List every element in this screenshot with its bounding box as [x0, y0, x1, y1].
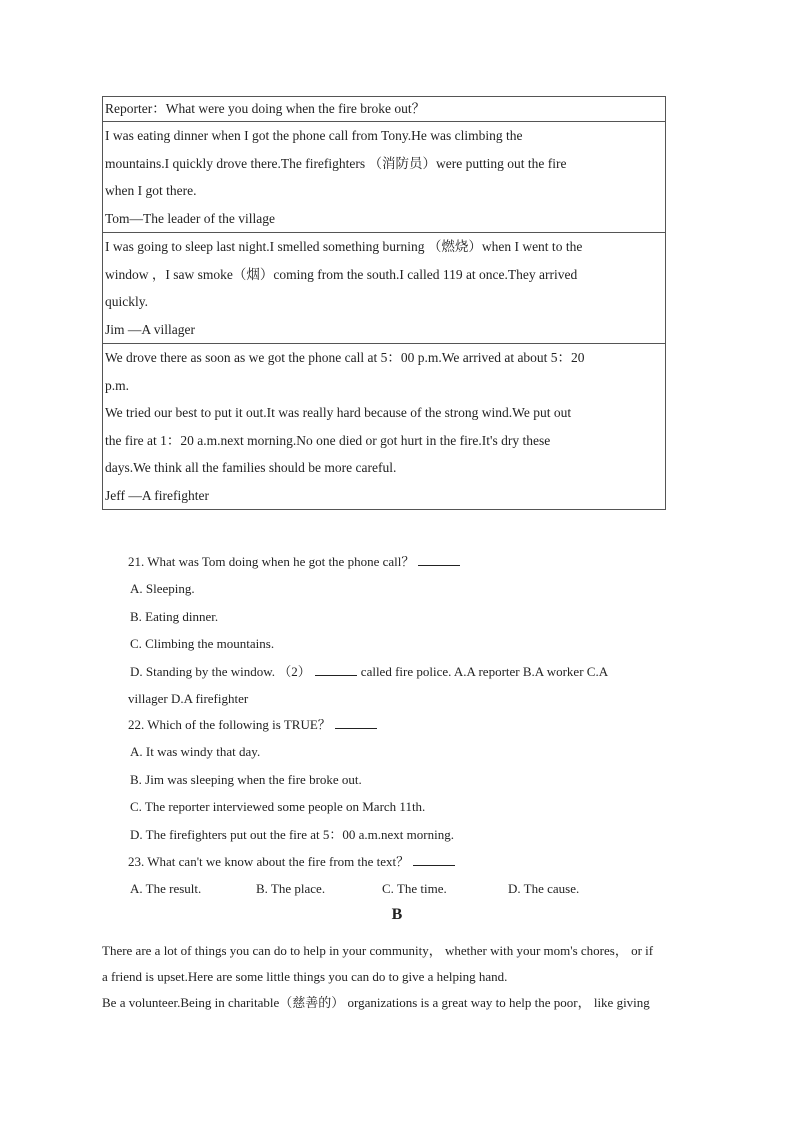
answer-blank[interactable] [315, 665, 357, 676]
question-21-text: 21. What was Tom doing when he got the phone call？ [128, 554, 415, 569]
option-d-continued: called fire police. A.A reporter B.A worker C.A [360, 663, 609, 679]
jim-statement-cell [103, 233, 666, 344]
jeff-line: p.m. [105, 377, 130, 393]
table-row-reporter [103, 97, 666, 122]
option-d-line2: villager D.A firefighter [128, 691, 249, 707]
jeff-line: days.We think all the families should be more careful. [105, 460, 397, 475]
option-a[interactable]: A. The result. [130, 881, 202, 897]
jim-line: window ，I saw smoke（烟）coming from the south.I called 119 at once.They arrived [105, 266, 578, 282]
question-22 [128, 711, 454, 848]
answer-blank[interactable] [335, 718, 377, 729]
tom-line: I was eating dinner when I got the phone call from Tony.He was climbing the [105, 128, 523, 143]
jim-line: quickly. [105, 294, 148, 309]
jeff-statement-cell [103, 344, 666, 510]
answer-blank[interactable] [413, 855, 455, 866]
question-23-text: 23. What can't we know about the fire from the text？ [128, 854, 410, 869]
reporter-question: Reporter：What were you doing when the fire broke out？ [105, 101, 426, 116]
tom-line: mountains.I quickly drove there.The firefighters （消防员）were putting out the fire [105, 155, 567, 171]
option-b[interactable]: B. Eating dinner. [130, 608, 219, 624]
tom-signature: Tom—The leader of the village [105, 210, 275, 226]
tom-line: when I got there. [105, 183, 197, 198]
option-c[interactable]: C. The time. [382, 881, 447, 897]
options-row [128, 875, 579, 902]
table-row-tom [103, 122, 666, 233]
question-22-text: 22. Which of the following is TRUE？ [128, 717, 331, 732]
section-b-title: B [391, 906, 403, 923]
question-stem [128, 848, 579, 875]
option-c[interactable]: C. Climbing the mountains. [130, 636, 275, 652]
section-b-passage [102, 938, 694, 1016]
interview-table [102, 96, 666, 510]
option-a[interactable]: A. It was windy that day. [130, 744, 261, 760]
table-row-jim [103, 233, 666, 344]
question-stem [128, 711, 454, 738]
jim-line: I was going to sleep last night.I smelled something burning （燃烧）when I went to the [105, 239, 583, 254]
option-a[interactable]: A. Sleeping. [130, 581, 195, 597]
table-row-jeff [103, 344, 666, 510]
option-d[interactable]: D. The cause. [508, 881, 580, 897]
question-23 [128, 848, 579, 903]
answer-blank[interactable] [418, 555, 460, 566]
option-b[interactable]: B. Jim was sleeping when the fire broke out. [130, 771, 362, 787]
option-d[interactable]: D. The firefighters put out the fire at 5：00 a.m.next morning. [130, 826, 454, 842]
option-d[interactable] [128, 658, 608, 685]
option-d-text: D. Standing by the window. （2） [130, 663, 311, 679]
jim-signature: Jim —A villager [105, 321, 195, 337]
jeff-line: We drove there as soon as we got the phone call at 5：00 p.m.We arrived at about 5：20 [105, 350, 585, 365]
option-c[interactable]: C. The reporter interviewed some people on March 11th. [130, 799, 426, 815]
passage-line: a friend is upset.Here are some little things you can do to give a helping hand. [102, 969, 508, 984]
passage-line: There are a lot of things you can do to help in your community， whether with your mom's chores， or if [102, 943, 654, 958]
question-21 [128, 548, 608, 712]
passage-line: Be a volunteer.Being in charitable（慈善的） organizations is a great way to help the poor， like giving [102, 995, 650, 1010]
reporter-question-cell [103, 97, 666, 122]
jeff-signature: Jeff —A firefighter [105, 487, 209, 503]
option-b[interactable]: B. The place. [256, 881, 326, 897]
jeff-line: We tried our best to put it out.It was really hard because of the strong wind.We put out [105, 405, 572, 420]
tom-statement-cell [103, 122, 666, 233]
jeff-line: the fire at 1：20 a.m.next morning.No one died or got hurt in the fire.It's dry these [105, 432, 551, 448]
question-stem [128, 548, 608, 575]
